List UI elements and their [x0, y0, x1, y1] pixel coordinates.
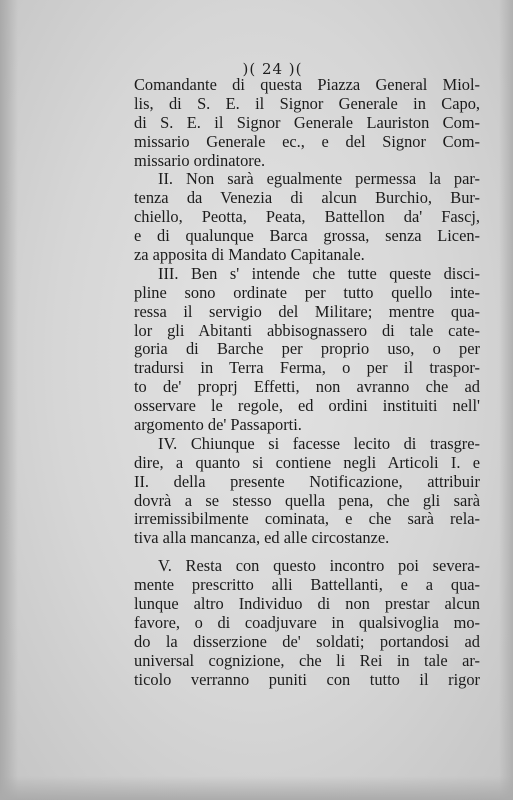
text-line: di S. E. il Signor Generale Lauriston Com-	[134, 112, 480, 132]
text-line: do la disserzione de' soldati; portandosi ad	[134, 631, 480, 651]
text-line: osservare le regole, ed ordini instituiti nell'	[134, 396, 480, 416]
text-line: tiva alla mancanza, ed alle circostanze.	[134, 528, 390, 548]
text-line: V. Resta con questo incontro poi severa-	[158, 556, 480, 576]
text-line: ressa il servigio del Militare; mentre qua-	[134, 301, 480, 321]
text-line: missario ordinatore.	[134, 150, 266, 170]
text-line: tradursi in Terra Ferma, o per il traspor-	[134, 358, 480, 378]
text-line: dovrà a se stesso quella pena, che gli sarà	[134, 490, 480, 510]
text-line: mente prescritto alli Battellanti, e a qua-	[134, 575, 480, 595]
text-line: za apposita di Mandato Capitanale.	[134, 245, 365, 265]
text-line: dire, a quanto si contiene negli Articoli I. e	[134, 452, 480, 472]
text-line: to de' proprj Effetti, non avranno che ad	[134, 377, 480, 397]
page-number: )( 24 )(	[242, 60, 303, 78]
page-bottom-shadow	[0, 776, 513, 800]
text-line: lor gli Abitanti abbisognassero di tale cate-	[134, 320, 480, 340]
text-line: lis, di S. E. il Signor Generale in Capo,	[134, 93, 480, 113]
text-line: argomento de' Passaporti.	[134, 415, 302, 435]
text-line: II. Non sarà egualmente permessa la par-	[158, 169, 480, 189]
body-text	[134, 76, 480, 690]
text-line: Comandante di questa Piazza General Miol-	[134, 75, 480, 94]
text-line: favore, o di coadjuvare in qualsivoglia mo-	[134, 612, 480, 632]
text-line: pline sono ordinate per tutto quello inte-	[134, 282, 480, 302]
text-line: e di qualunque Barca grossa, senza Licen-	[134, 226, 480, 246]
text-line: chiello, Peotta, Peata, Battellon da' Fascj,	[134, 207, 480, 227]
page-gutter-shadow	[0, 0, 18, 800]
text-line: irremissibilmente cominata, e che sarà rela-	[134, 509, 480, 529]
text-line: III. Ben s' intende che tutte queste disci-	[158, 263, 480, 283]
text-line: II. della presente Notificazione, attribuir	[134, 471, 480, 491]
text-line: IV. Chiunque si facesse lecito di trasgre-	[158, 433, 480, 453]
text-line: lunque altro Individuo di non prestar alcun	[134, 594, 480, 614]
page-edge-shadow	[499, 0, 513, 800]
text-line: universal cognizione, che li Rei in tale ar-	[134, 650, 480, 670]
text-line: tenza da Venezia di alcun Burchio, Bur-	[134, 188, 480, 208]
text-line: ticolo verranno puniti con tutto il rigor	[134, 669, 480, 689]
text-line: missario Generale ec., e del Signor Com-	[134, 131, 480, 151]
text-line: goria di Barche per proprio uso, o per	[134, 339, 480, 359]
